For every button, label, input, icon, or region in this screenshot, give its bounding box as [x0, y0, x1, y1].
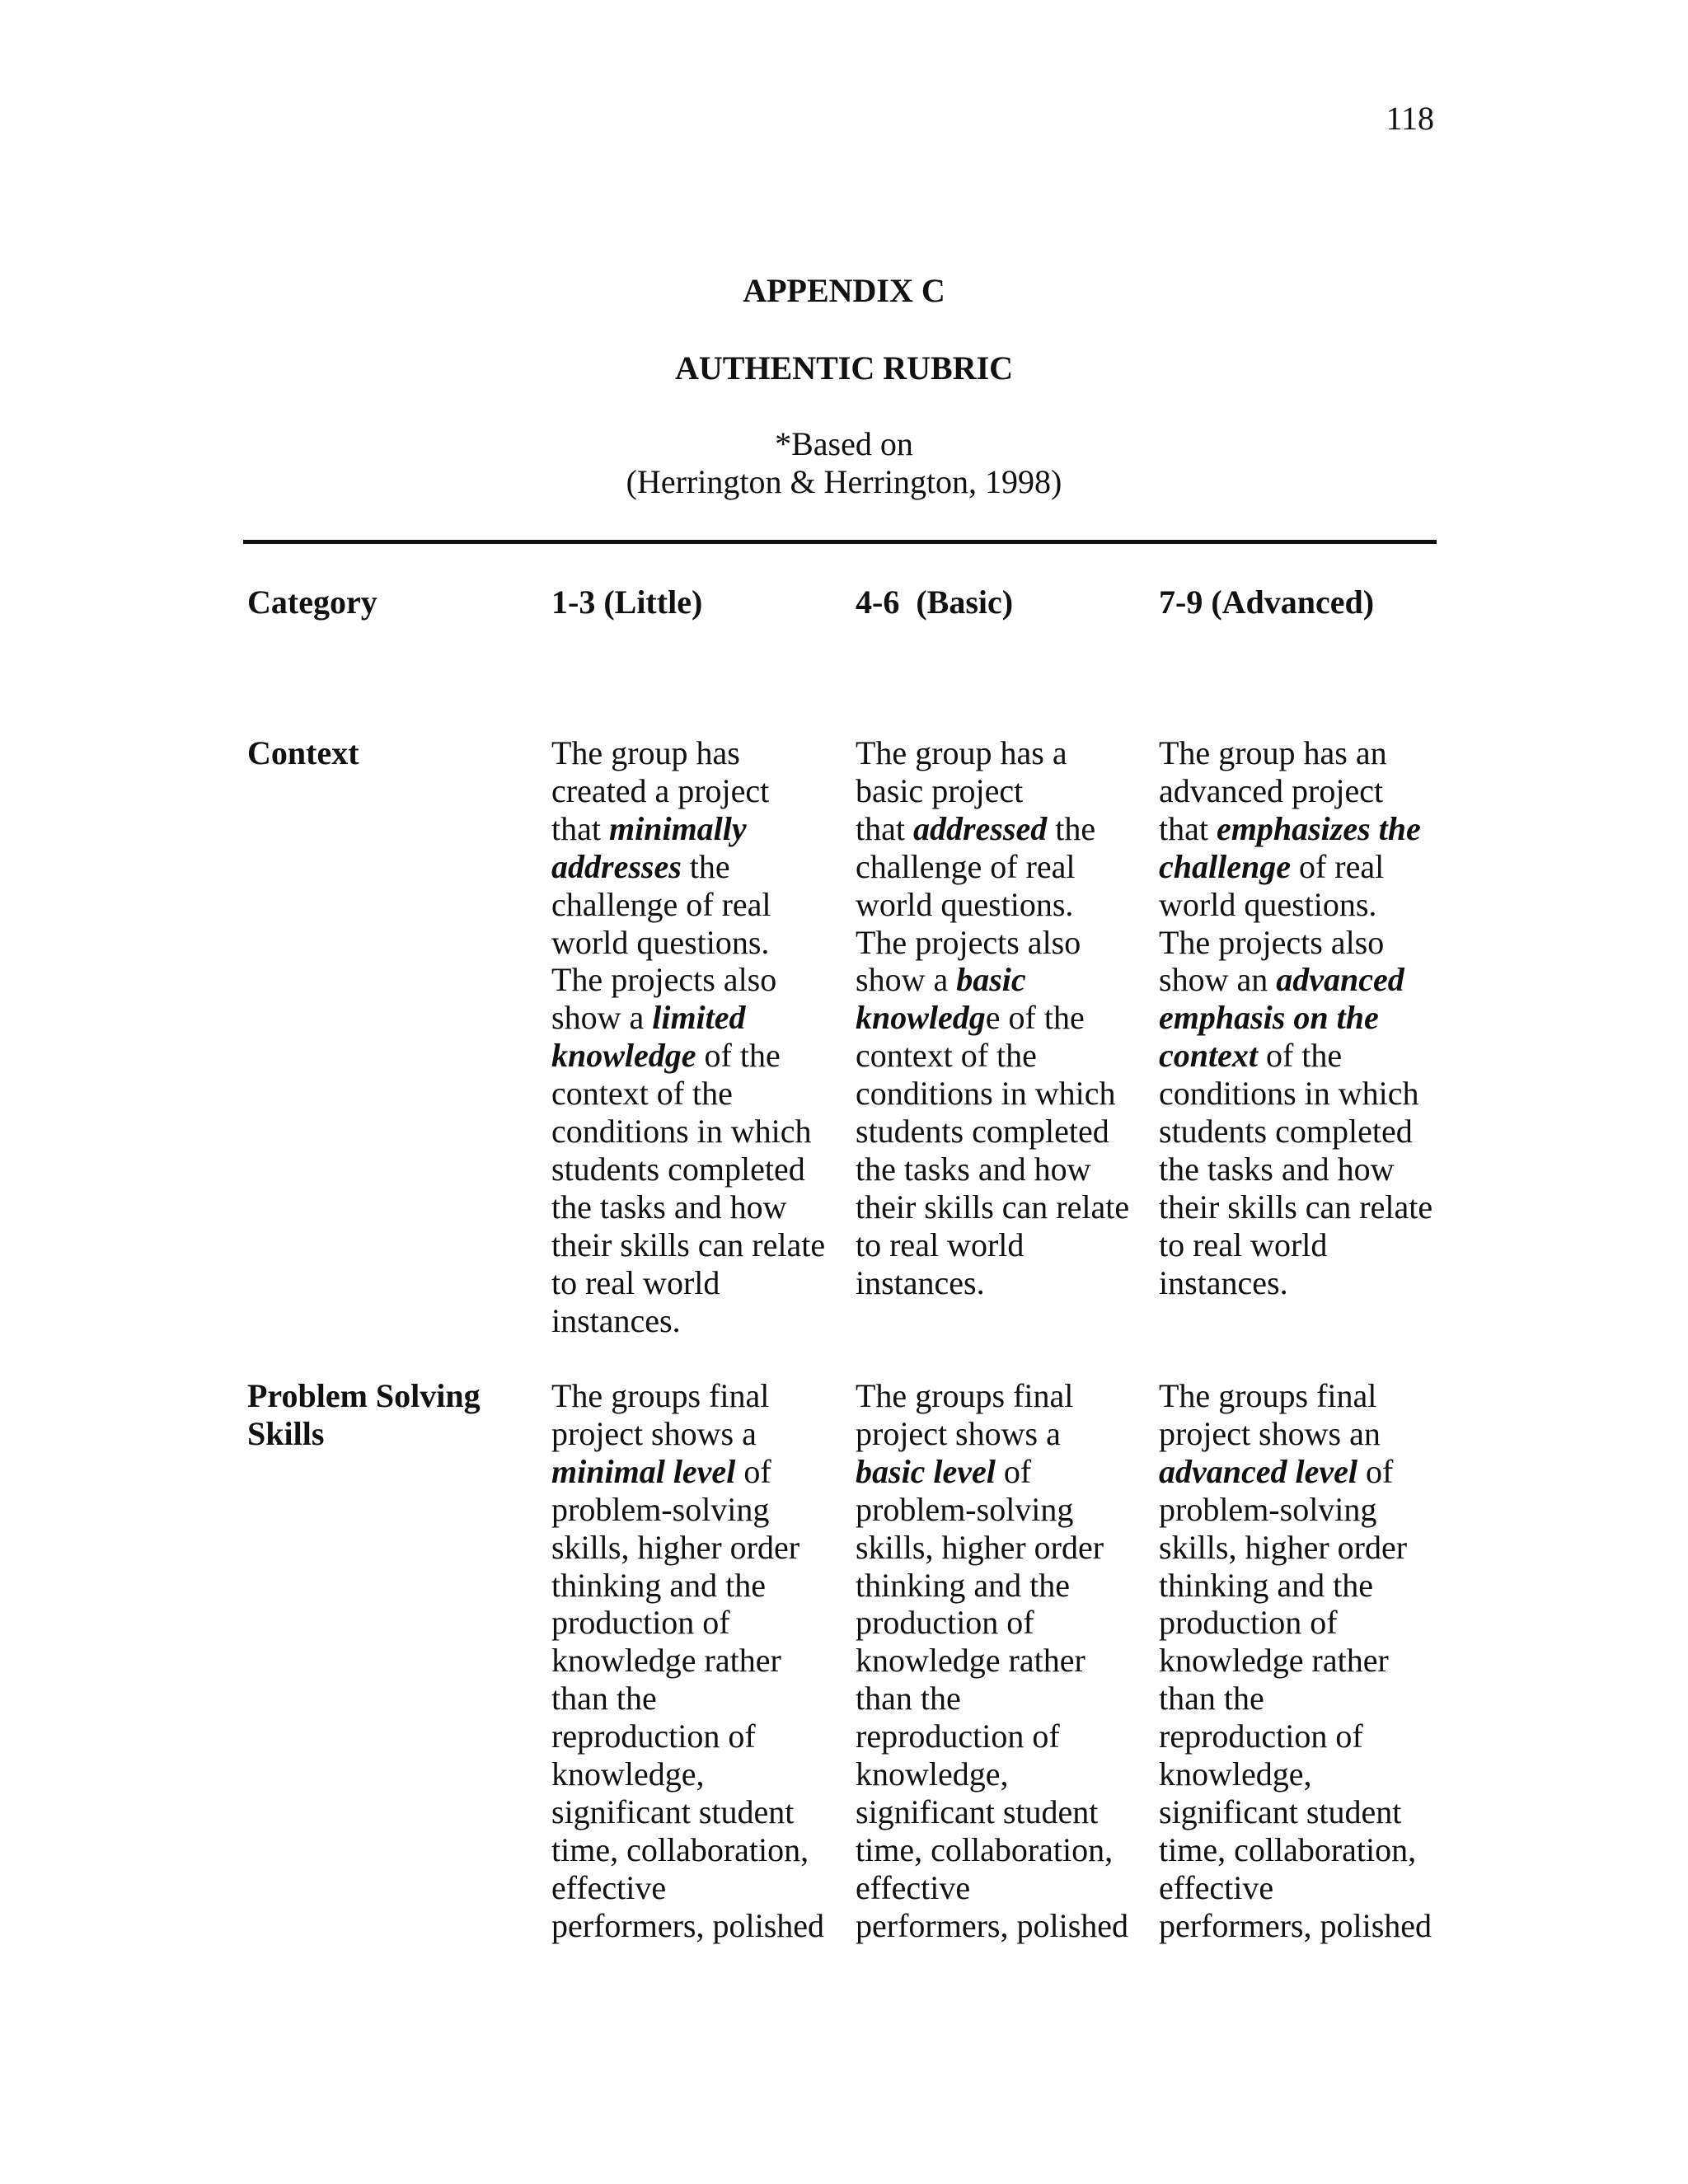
cell-text-line: to real world [1159, 1226, 1328, 1263]
column-header-category: Category [247, 583, 377, 621]
cell-text-line: the tasks and how [1159, 1150, 1395, 1188]
cell-text-line: knowledge, [1159, 1755, 1312, 1793]
cell-text-line: thinking and the [551, 1566, 766, 1604]
cell-context-advanced [1159, 734, 1443, 1302]
cell-text-line: knowledge of the [856, 999, 1085, 1037]
emphasis: emphasizes the [1216, 809, 1421, 847]
cell-text-line: world questions. [1159, 885, 1377, 923]
cell-problem-solving-advanced [1159, 1377, 1443, 1945]
row-label-line: Problem Solving [247, 1377, 481, 1414]
cell-text-line: production of [856, 1604, 1034, 1642]
cell-text-line: effective [1159, 1868, 1274, 1906]
cell-text-line: challenge of real [856, 847, 1076, 885]
cell-text-line: basic project [856, 771, 1024, 809]
cell-text-line [1159, 999, 1443, 1037]
cell-text-line: challenge of real [551, 885, 771, 923]
cell-text-line: minimal level of [551, 1452, 771, 1490]
emphasis: addresses [551, 847, 682, 885]
cell-text-line: their skills can relate [1159, 1188, 1433, 1226]
row-label-line: Skills [247, 1415, 325, 1452]
cell-text-line: knowledge rather [856, 1642, 1085, 1680]
page-number: 118 [1386, 100, 1434, 137]
cell-text-line: conditions in which [551, 1113, 812, 1151]
appendix-heading: APPENDIX C [743, 272, 945, 309]
cell-text-line: conditions in which [1159, 1075, 1419, 1113]
row-label-context: Context [247, 734, 359, 771]
cell-text-line: world questions. [856, 885, 1074, 923]
cell-text-line: skills, higher order [856, 1528, 1104, 1566]
cell-text-line: production of [551, 1604, 730, 1642]
cell-text-line: the tasks and how [856, 1150, 1091, 1188]
emphasis: minimal level [551, 1452, 736, 1490]
cell-text-line: significant student [856, 1793, 1099, 1830]
cell-text-line: problem-solving [551, 1490, 770, 1528]
cell-text-line: The group has an [1159, 734, 1387, 771]
cell-text-line: the tasks and how [551, 1188, 787, 1226]
column-header-little: 1-3 (Little) [551, 583, 703, 621]
cell-text-line: than the [1159, 1680, 1264, 1718]
column-header-advanced: 7-9 (Advanced) [1159, 583, 1375, 621]
cell-text-line: The projects also [1159, 923, 1385, 961]
cell-text-line: skills, higher order [551, 1528, 800, 1566]
cell-text-line: reproduction of [551, 1718, 756, 1755]
cell-text-line: time, collaboration, [856, 1830, 1114, 1868]
cell-text-line: problem-solving [856, 1490, 1074, 1528]
cell-text-line: performers, polished [551, 1906, 825, 1944]
cell-text-line: skills, higher order [1159, 1528, 1408, 1566]
cell-text-line: production of [1159, 1604, 1338, 1642]
cell-text-line: created a project [551, 771, 770, 809]
cell-text-line: project shows a [551, 1414, 757, 1452]
cell-text-line: instances. [1159, 1263, 1288, 1301]
cell-text-line: challenge of real [1159, 847, 1385, 885]
emphasis: basic level [856, 1452, 996, 1490]
emphasis: emphasis on the [1159, 999, 1379, 1037]
cell-text-line: The projects also [856, 923, 1081, 961]
rubric-title: AUTHENTIC RUBRIC [674, 349, 1014, 387]
cell-text-line: knowledge, [856, 1755, 1009, 1793]
cell-text-line: than the [551, 1680, 657, 1718]
cell-text-line: effective [551, 1868, 667, 1906]
cell-text-line: The group has a [856, 734, 1067, 771]
cell-text-line: students completed [1159, 1113, 1413, 1151]
cell-text-line: that emphasizes the [1159, 809, 1421, 847]
emphasis: addressed [912, 809, 1048, 847]
cell-text-line: show a limited [551, 999, 746, 1037]
cell-text-line: conditions in which [856, 1075, 1116, 1113]
cell-problem-solving-little [551, 1377, 836, 1945]
cell-text-line: context of the [551, 1075, 733, 1113]
cell-text-line: their skills can relate [551, 1226, 826, 1263]
emphasis: knowledge [551, 1037, 696, 1075]
cell-text-line: knowledge rather [1159, 1642, 1389, 1680]
cell-text-line: advanced level of [1159, 1452, 1394, 1490]
cell-text-line: The groups final [551, 1377, 770, 1414]
cell-text-line: students completed [856, 1113, 1109, 1151]
cell-text-line: effective [856, 1868, 971, 1906]
emphasis: advanced level [1159, 1452, 1357, 1490]
citation: (Herrington & Herrington, 1998) [626, 463, 1062, 500]
cell-context-little [551, 734, 836, 1340]
cell-text-line: The projects also [551, 961, 777, 999]
cell-text-line: performers, polished [1159, 1906, 1432, 1944]
cell-text-line: to real world [856, 1226, 1025, 1263]
emphasis: minimally [608, 809, 747, 847]
cell-text-line: context of the [856, 1037, 1037, 1075]
cell-text-line: instances. [551, 1301, 681, 1339]
cell-problem-solving-basic [856, 1377, 1140, 1945]
table-top-rule [243, 540, 1437, 544]
cell-context-basic [856, 734, 1140, 1302]
emphasis: knowledg [856, 999, 986, 1037]
cell-text-line: that minimally [551, 809, 747, 847]
column-header-basic: 4-6 (Basic) [856, 583, 1014, 621]
cell-text-line: project shows an [1159, 1414, 1381, 1452]
emphasis: context [1159, 1037, 1258, 1075]
cell-text-line: thinking and the [856, 1566, 1070, 1604]
cell-text-line: advanced project [1159, 771, 1384, 809]
cell-text-line: instances. [856, 1263, 985, 1301]
emphasis: challenge [1159, 847, 1291, 885]
cell-text-line: knowledge, [551, 1755, 705, 1793]
cell-text-line: time, collaboration, [551, 1830, 809, 1868]
based-on-note: *Based on [775, 425, 913, 462]
cell-text-line: performers, polished [856, 1906, 1129, 1944]
cell-text-line: reproduction of [1159, 1718, 1363, 1755]
cell-text-line: significant student [1159, 1793, 1402, 1830]
emphasis: advanced [1276, 961, 1404, 999]
cell-text-line: significant student [551, 1793, 795, 1830]
cell-text-line: that addressed the [856, 809, 1096, 847]
cell-text-line: world questions. [551, 923, 770, 961]
cell-text-line: time, collaboration, [1159, 1830, 1417, 1868]
cell-text-line: show a basic [856, 961, 1026, 999]
emphasis: basic [956, 961, 1026, 999]
cell-text-line: thinking and the [1159, 1566, 1373, 1604]
cell-text-line: knowledge rather [551, 1642, 781, 1680]
cell-text-line: show an advanced [1159, 961, 1404, 999]
cell-text-line: to real world [551, 1263, 720, 1301]
emphasis: limited [652, 999, 746, 1037]
cell-text-line: The group has [551, 734, 740, 771]
cell-text-line: problem-solving [1159, 1490, 1377, 1528]
cell-text-line: students completed [551, 1150, 805, 1188]
cell-text-line: addresses the [551, 847, 730, 885]
cell-text-line: their skills can relate [856, 1188, 1130, 1226]
row-label-problem-solving [247, 1377, 481, 1453]
cell-text-line: basic level of [856, 1452, 1032, 1490]
cell-text-line: project shows a [856, 1414, 1061, 1452]
cell-text-line: The groups final [1159, 1377, 1377, 1414]
cell-text-line: reproduction of [856, 1718, 1060, 1755]
cell-text-line: The groups final [856, 1377, 1074, 1414]
cell-text-line: than the [856, 1680, 961, 1718]
cell-text-line: context of the [1159, 1037, 1343, 1075]
cell-text-line: knowledge of the [551, 1037, 781, 1075]
